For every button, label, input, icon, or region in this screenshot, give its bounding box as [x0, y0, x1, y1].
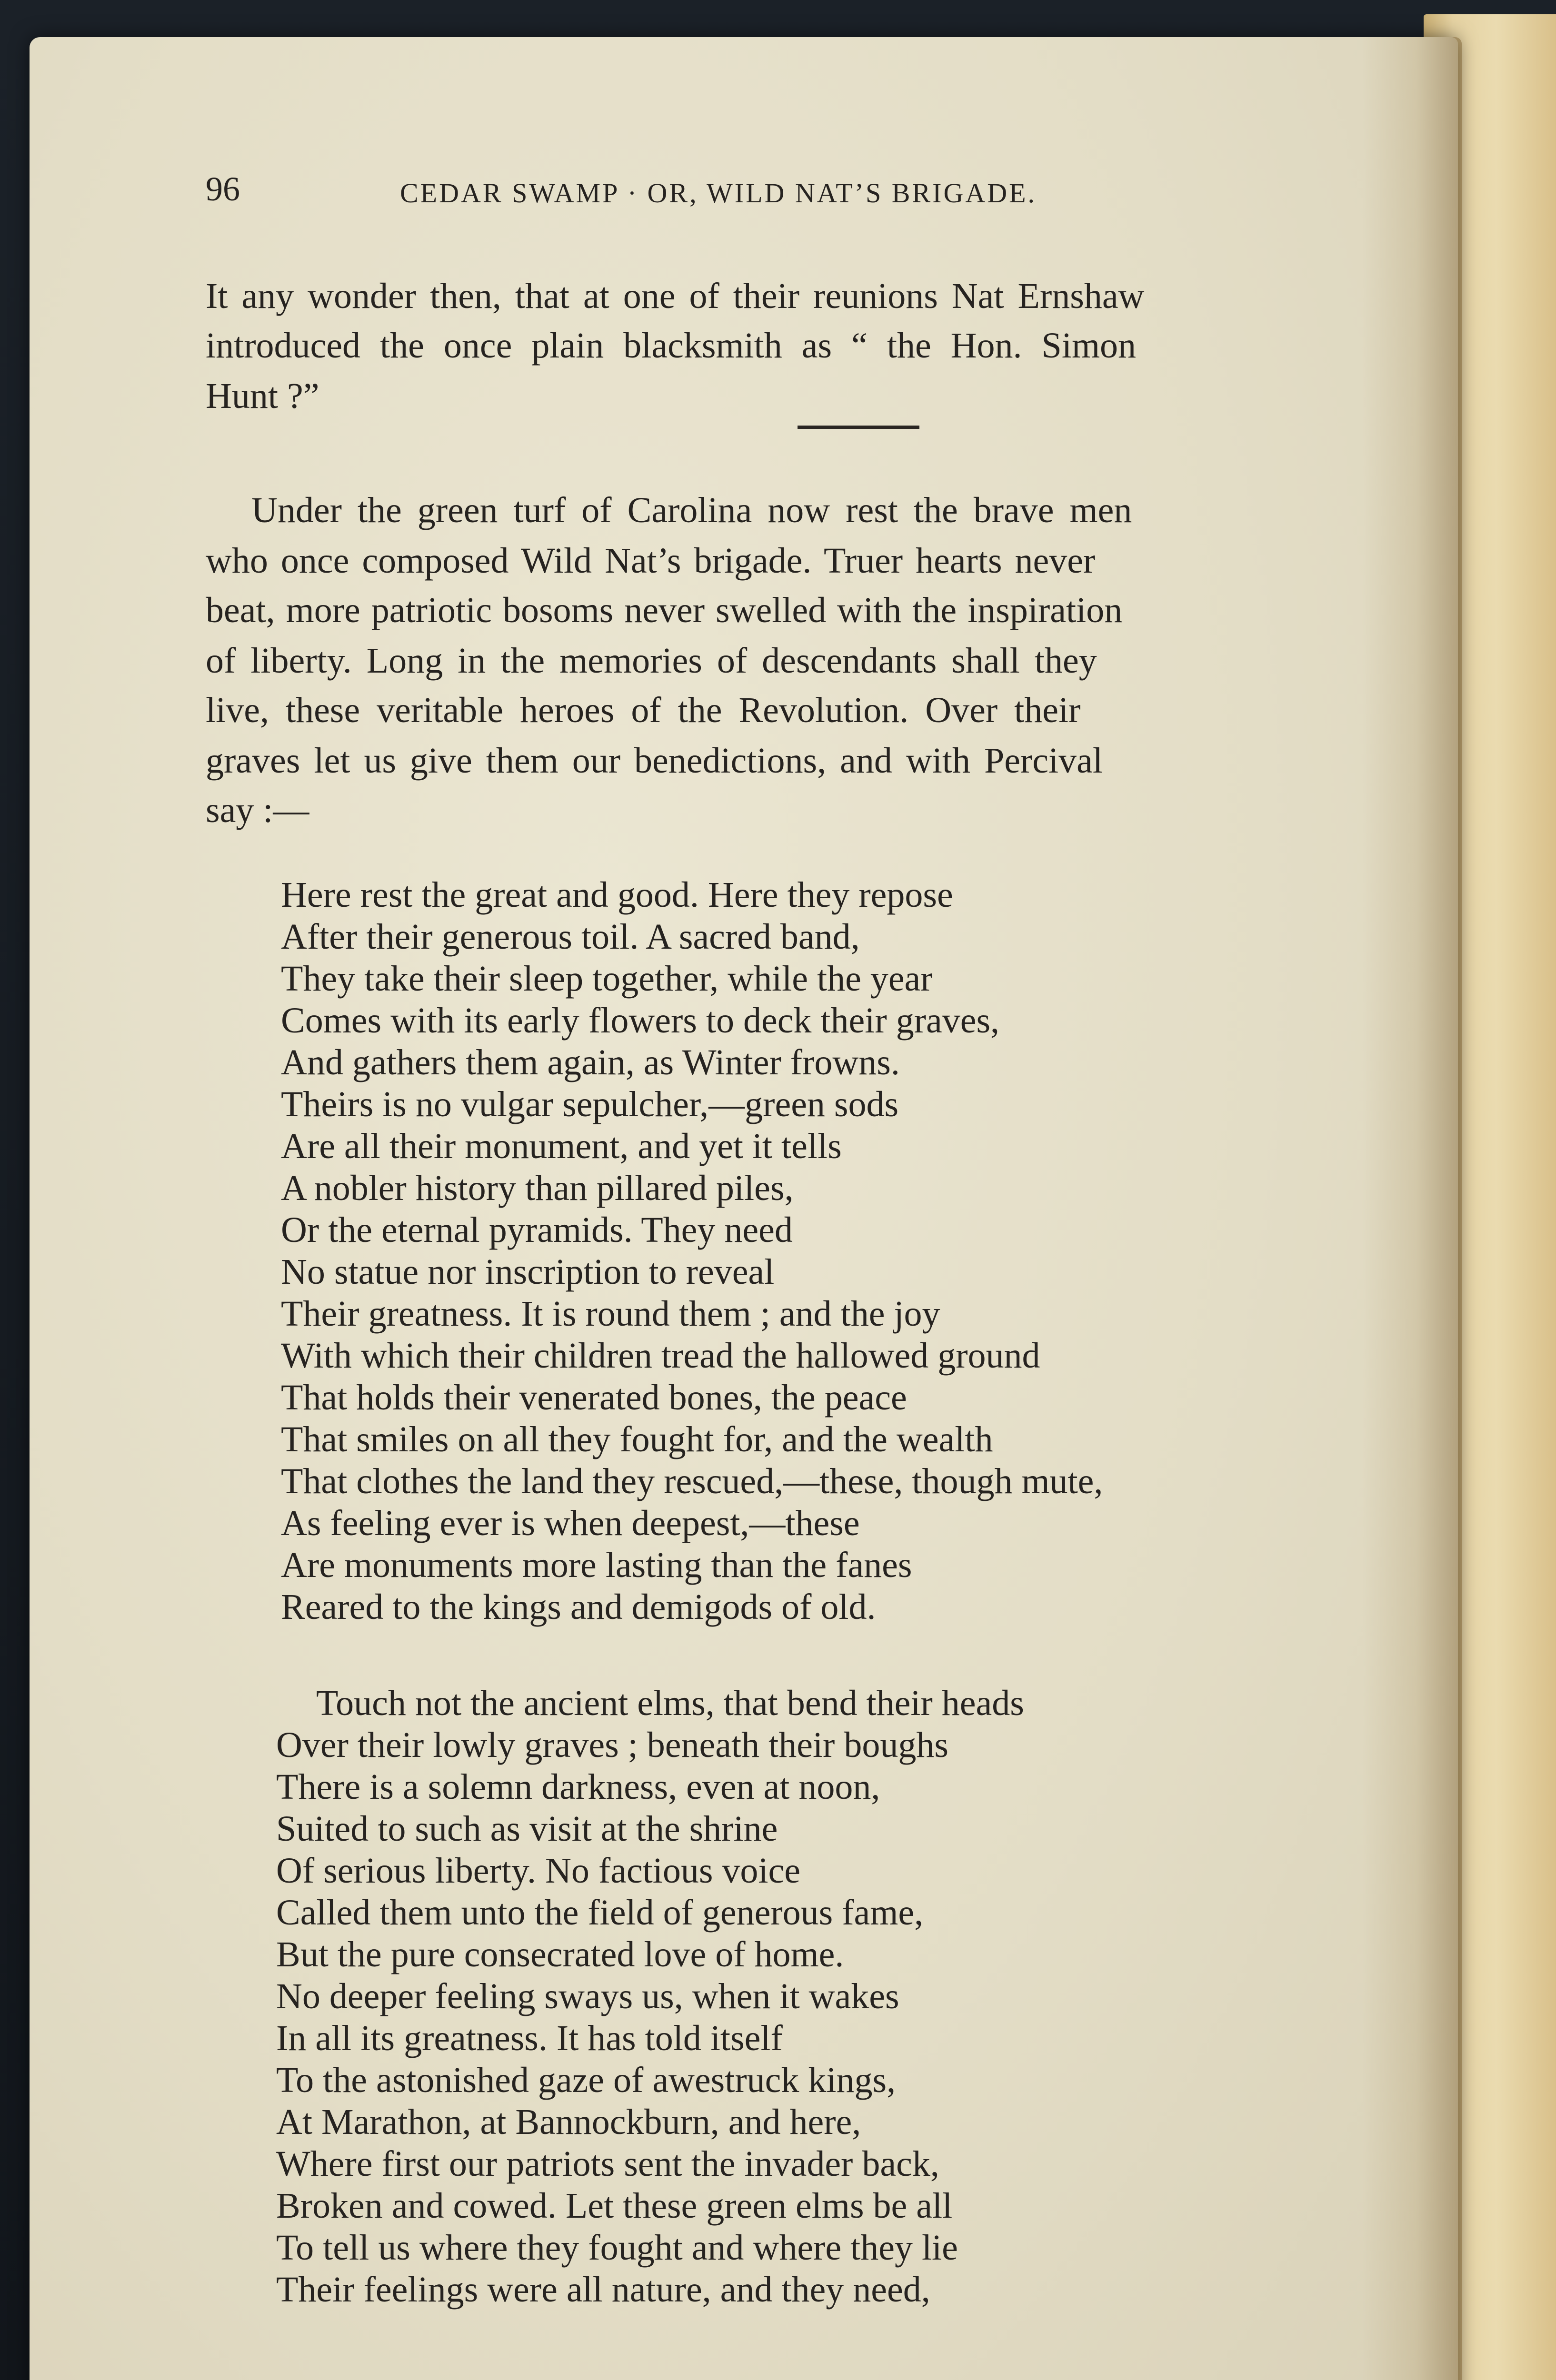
- poem-line: Here rest the great and good. Here they repose: [281, 875, 953, 915]
- poem-line: Called them unto the field of generous fame,: [276, 1893, 924, 1933]
- paragraph-1-line: introduced the once plain blacksmith as “ the Hon. Simon: [206, 326, 1137, 366]
- poem-line: As feeling ever is when deepest,—these: [281, 1503, 860, 1543]
- poem-line: And gathers them again, as Winter frowns.: [281, 1042, 900, 1082]
- poem-line: There is a solemn darkness, even at noon,: [276, 1767, 880, 1807]
- poem-line: Are all their monument, and yet it tells: [281, 1126, 842, 1166]
- paragraph-2-line: beat, more patriotic bosoms never swelled with the inspiration: [206, 590, 1123, 630]
- paragraph-2-line: say :—: [206, 790, 309, 830]
- paragraph-2-line: who once composed Wild Nat’s brigade. Truer hearts never: [206, 541, 1096, 581]
- poem-line: At Marathon, at Bannockburn, and here,: [276, 2102, 861, 2142]
- poem-line: Broken and cowed. Let these green elms be all: [276, 2186, 953, 2226]
- poem-line: In all its greatness. It has told itself: [276, 2018, 783, 2058]
- poem-line: Comes with its early flowers to deck their graves,: [281, 1001, 1000, 1041]
- poem-line: Over their lowly graves ; beneath their boughs: [276, 1725, 948, 1765]
- poem-line: With which their children tread the hallowed ground: [281, 1336, 1040, 1376]
- poem-line: Reared to the kings and demigods of old.: [281, 1587, 876, 1627]
- poem-line: Or the eternal pyramids. They need: [281, 1210, 793, 1250]
- poem-line: That clothes the land they rescued,—these, though mute,: [281, 1461, 1103, 1501]
- poem-line: No deeper feeling sways us, when it wakes: [276, 1976, 899, 2016]
- poem-line: Suited to such as visit at the shrine: [276, 1809, 778, 1849]
- paragraph-1-line: It any wonder then, that at one of their reunions Nat Ernshaw: [206, 276, 1145, 316]
- poem-line: Theirs is no vulgar sepulcher,—green sods: [281, 1084, 899, 1124]
- poem-line: That smiles on all they fought for, and the wealth: [281, 1419, 993, 1459]
- paragraph-2-line: live, these veritable heroes of the Revolution. Over their: [206, 690, 1081, 730]
- poem-line: They take their sleep together, while the year: [281, 959, 933, 999]
- section-divider: [798, 426, 919, 429]
- poem-line: Their feelings were all nature, and they need,: [276, 2270, 930, 2310]
- paragraph-2-line: of liberty. Long in the memories of descendants shall they: [206, 641, 1097, 681]
- poem-line: To tell us where they fought and where they lie: [276, 2228, 958, 2268]
- paragraph-2-line: graves let us give them our benedictions, and with Percival: [206, 741, 1103, 781]
- poem-line: Where first our patriots sent the invader back,: [276, 2144, 939, 2184]
- running-title: CEDAR SWAMP · OR, WILD NAT’S BRIGADE.: [400, 178, 1037, 208]
- page-gutter-shadow: [1362, 37, 1462, 2380]
- poem-line: That holds their venerated bones, the peace: [281, 1378, 907, 1418]
- poem-line: Of serious liberty. No factious voice: [276, 1851, 800, 1891]
- poem-line: After their generous toil. A sacred band,: [281, 917, 860, 957]
- page-number: 96: [206, 170, 240, 208]
- poem-line: Touch not the ancient elms, that bend their heads: [316, 1683, 1024, 1723]
- poem-line: No statue nor inscription to reveal: [281, 1252, 775, 1292]
- poem-line: Are monuments more lasting than the fanes: [281, 1545, 912, 1585]
- poem-line: To the astonished gaze of awestruck kings,: [276, 2060, 896, 2100]
- paragraph-1-line: Hunt ?”: [206, 376, 319, 416]
- poem-line: Their greatness. It is round them ; and the joy: [281, 1294, 940, 1334]
- paragraph-2-line: Under the green turf of Carolina now rest the brave men: [251, 490, 1132, 530]
- poem-line: But the pure consecrated love of home.: [276, 1934, 844, 1974]
- poem-line: A nobler history than pillared piles,: [281, 1168, 794, 1208]
